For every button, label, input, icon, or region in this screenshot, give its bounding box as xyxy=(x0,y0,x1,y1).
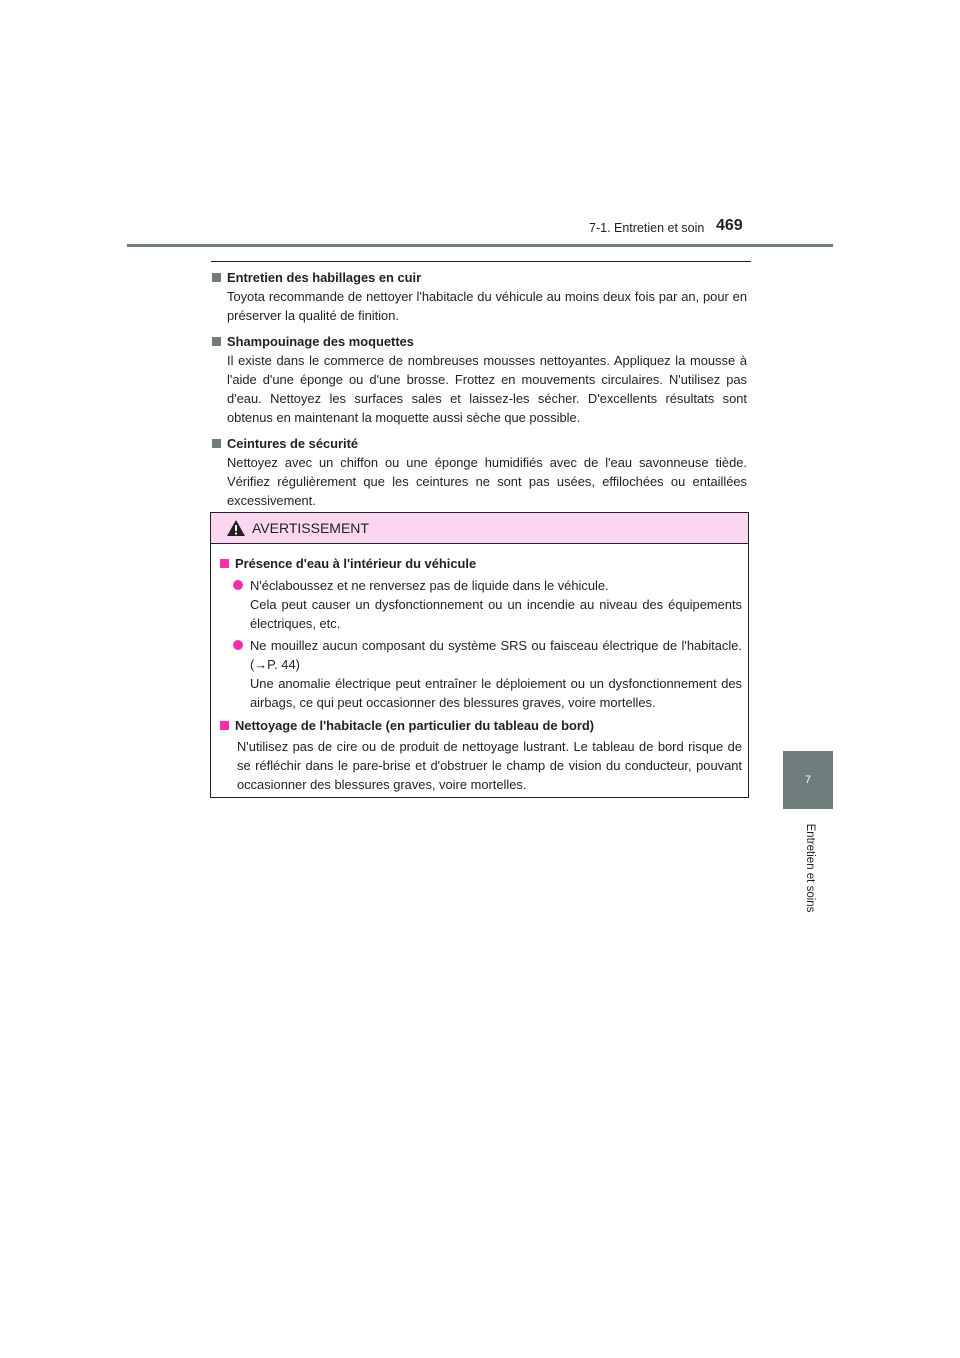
list-item-line: Ne mouillez aucun composant du système SRS ou faisceau électrique de l'habitacle. (→P. 44) xyxy=(250,638,742,672)
list-item xyxy=(219,576,742,633)
warning-section-dashboard xyxy=(219,716,742,794)
section-title: Shampouinage des moquettes xyxy=(227,333,414,349)
circle-bullet-icon xyxy=(233,640,243,650)
warning-header xyxy=(211,513,748,544)
list-item-line: N'éclaboussez et ne renversez pas de liquide dans le véhicule. xyxy=(250,578,609,593)
section-body: Nettoyez avec un chiffon ou une éponge humidifiés avec de l'eau savonneuse tiède. Vérifiez régulièrement que les ceintures ne sont pas usées, effilochées ou entaillées excessivement. xyxy=(227,454,747,509)
warning-section-water xyxy=(219,554,742,712)
page-number: 469 xyxy=(716,217,743,234)
section-seatbelts xyxy=(211,434,747,511)
list-item-line: Une anomalie électrique peut entraîner le déploiement ou un dysfonctionnement des airbags, ce qui peut occasionner des blessures graves, voire mortelles. xyxy=(250,676,742,710)
warning-section-title: Présence d'eau à l'intérieur du véhicule xyxy=(235,556,477,571)
warning-box xyxy=(210,512,749,798)
square-bullet-icon xyxy=(220,559,229,568)
warning-triangle-icon xyxy=(226,519,246,537)
warning-section-body: N'utilisez pas de cire ou de produit de nettoyage lustrant. Le tableau de bord risque de se réfléchir dans le pare-brise et d'obstruer le champ de vision du conducteur, pouvant occasionner des blessures graves, voire mortelles. xyxy=(237,739,742,792)
section-leather xyxy=(211,268,747,326)
list-item xyxy=(219,636,742,712)
chapter-label: Entretien et soins xyxy=(804,823,816,913)
section-title: Entretien des habillages en cuir xyxy=(227,270,422,285)
chapter-number: 7 xyxy=(804,774,812,786)
list-item-line: Cela peut causer un dysfonctionnement ou un incendie au niveau des équipements électriques, etc. xyxy=(250,597,742,631)
content-top-rule xyxy=(211,261,751,262)
warning-section-title: Nettoyage de l'habitacle (en particulier du tableau de bord) xyxy=(235,718,595,733)
section-body: Il existe dans le commerce de nombreuses mousses nettoyantes. Appliquez la mousse à l'aide d'une éponge ou d'une brosse. Frottez en mouvements circulaires. N'utilisez pas d'eau. Nettoyez les surfaces sales et laissez-les sécher. D'excellents résultats sont obtenus en maintenant la moquette aussi sèche que possible. xyxy=(227,352,747,426)
warning-title: AVERTISSEMENT xyxy=(252,520,369,536)
square-bullet-icon xyxy=(212,439,221,448)
header-section-title: 7-1. Entretien et soin xyxy=(589,221,705,235)
header-rule xyxy=(127,244,833,247)
chapter-tab[interactable] xyxy=(783,751,833,809)
square-bullet-icon xyxy=(220,721,229,730)
circle-bullet-icon xyxy=(233,580,243,590)
section-carpet xyxy=(211,332,747,428)
square-bullet-icon xyxy=(212,273,221,282)
main-content xyxy=(211,268,747,516)
warning-body xyxy=(211,544,748,794)
square-bullet-icon xyxy=(212,337,221,346)
section-body: Toyota recommande de nettoyer l'habitacle du véhicule au moins deux fois par an, pour en préserver la qualité de finition. xyxy=(227,289,747,324)
section-title: Ceintures de sécurité xyxy=(227,435,359,451)
